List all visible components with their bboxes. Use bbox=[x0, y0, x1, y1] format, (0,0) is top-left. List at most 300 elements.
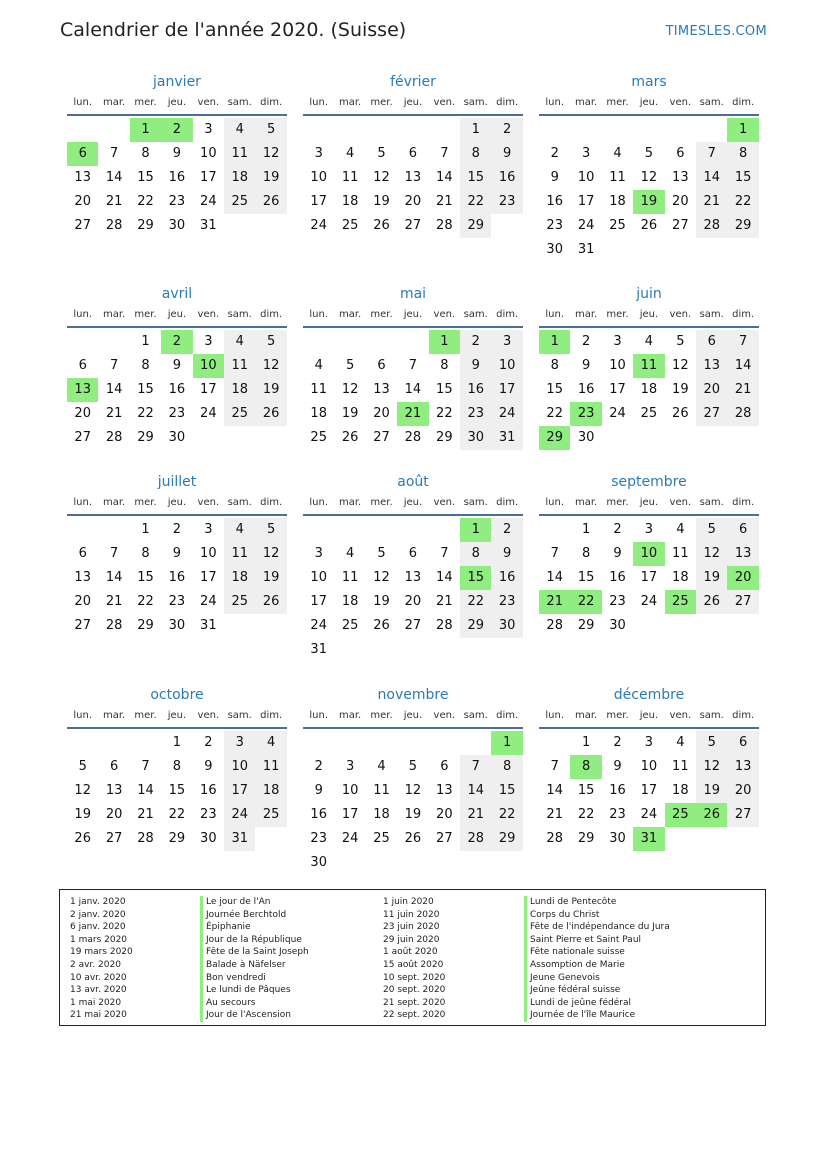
day-cell: 29 bbox=[577, 831, 595, 846]
month-name: avril bbox=[161, 286, 193, 302]
day-grid bbox=[303, 118, 523, 238]
empty-cell bbox=[67, 330, 98, 354]
holiday-day-cell: 1 bbox=[539, 330, 570, 354]
weekday-label: jeu. bbox=[403, 497, 423, 508]
day-cell: 29 bbox=[436, 430, 453, 445]
month-3 bbox=[539, 73, 759, 262]
legend-holiday-name: Jour de l'Ascension bbox=[200, 1009, 309, 1022]
day-cell: 25 bbox=[341, 618, 359, 633]
day-cell: 14 bbox=[137, 783, 154, 798]
day-cell: 19 bbox=[373, 194, 390, 209]
day-cell: 17 bbox=[491, 378, 522, 402]
day-cell: 12 bbox=[696, 542, 727, 566]
empty-cell bbox=[303, 731, 334, 755]
day-cell: 21 bbox=[105, 194, 123, 209]
day-cell: 9 bbox=[491, 542, 522, 566]
day-cell: 7 bbox=[141, 759, 150, 774]
day-cell: 22 bbox=[137, 406, 154, 421]
weekday-label: mar. bbox=[338, 97, 362, 108]
header-divider bbox=[303, 727, 523, 729]
day-cell: 28 bbox=[404, 430, 422, 445]
day-cell: 29 bbox=[168, 831, 186, 846]
day-cell: 14 bbox=[436, 170, 453, 185]
day-cell: 4 bbox=[377, 759, 386, 774]
weekday-label: mer. bbox=[370, 710, 393, 721]
day-cell: 19 bbox=[341, 406, 359, 421]
legend-holiday-name: Jeune Genevois bbox=[524, 972, 670, 985]
day-cell: 17 bbox=[224, 779, 255, 803]
day-cell: 8 bbox=[141, 358, 150, 373]
weekday-label: sam. bbox=[227, 309, 252, 320]
day-cell: 22 bbox=[577, 807, 595, 822]
day-cell: 26 bbox=[672, 406, 689, 421]
holiday-day-cell: 10 bbox=[193, 354, 224, 378]
weekday-label: lun. bbox=[545, 97, 565, 108]
day-cell: 27 bbox=[404, 618, 422, 633]
day-cell: 14 bbox=[460, 779, 491, 803]
weekday-label: dim. bbox=[260, 97, 283, 108]
day-cell: 5 bbox=[408, 759, 418, 774]
day-cell: 26 bbox=[255, 402, 286, 426]
day-cell: 22 bbox=[491, 803, 522, 827]
day-cell: 18 bbox=[341, 194, 359, 209]
day-cell: 15 bbox=[460, 166, 491, 190]
day-cell: 11 bbox=[373, 783, 390, 798]
day-cell: 8 bbox=[460, 542, 491, 566]
day-cell: 18 bbox=[341, 594, 359, 609]
day-cell: 16 bbox=[168, 382, 186, 397]
day-cell: 10 bbox=[341, 783, 359, 798]
day-cell: 10 bbox=[491, 354, 522, 378]
weekday-label: lun. bbox=[545, 710, 565, 721]
day-cell: 13 bbox=[105, 783, 123, 798]
day-cell: 12 bbox=[373, 170, 390, 185]
day-grid bbox=[539, 118, 759, 262]
weekday-header bbox=[67, 495, 287, 511]
day-cell: 8 bbox=[727, 142, 758, 166]
legend-date: 29 juin 2020 bbox=[383, 934, 440, 945]
weekday-label: ven. bbox=[669, 710, 692, 721]
weekday-label: ven. bbox=[669, 97, 692, 108]
weekday-label: lun. bbox=[73, 309, 93, 320]
day-cell: 20 bbox=[373, 406, 390, 421]
legend-date: 11 juin 2020 bbox=[383, 909, 440, 920]
day-cell: 10 bbox=[609, 358, 626, 373]
day-cell: 23 bbox=[546, 218, 563, 233]
day-cell: 5 bbox=[255, 330, 286, 354]
day-cell: 24 bbox=[341, 831, 359, 846]
day-cell: 28 bbox=[460, 827, 491, 851]
month-8 bbox=[303, 473, 523, 662]
day-cell: 3 bbox=[224, 731, 255, 755]
day-cell: 13 bbox=[727, 542, 758, 566]
day-cell: 11 bbox=[672, 759, 689, 774]
day-cell: 9 bbox=[550, 170, 559, 185]
day-cell: 31 bbox=[491, 426, 522, 450]
day-cell: 16 bbox=[577, 382, 595, 397]
day-cell: 16 bbox=[200, 783, 217, 798]
day-cell: 26 bbox=[255, 190, 286, 214]
weekday-label: lun. bbox=[309, 309, 329, 320]
empty-cell bbox=[130, 731, 161, 755]
weekday-label: ven. bbox=[433, 710, 456, 721]
day-cell: 30 bbox=[168, 430, 186, 445]
day-cell: 27 bbox=[727, 590, 758, 614]
day-cell: 19 bbox=[255, 166, 286, 190]
day-cell: 21 bbox=[137, 807, 154, 822]
day-cell: 21 bbox=[105, 406, 123, 421]
day-cell: 28 bbox=[137, 831, 154, 846]
day-cell: 7 bbox=[408, 358, 418, 373]
empty-cell bbox=[366, 118, 397, 142]
day-cell: 28 bbox=[546, 831, 563, 846]
header-divider bbox=[67, 727, 287, 729]
day-cell: 19 bbox=[672, 382, 689, 397]
day-cell: 2 bbox=[581, 334, 591, 349]
day-cell: 6 bbox=[727, 518, 758, 542]
day-cell: 13 bbox=[74, 570, 91, 585]
day-cell: 24 bbox=[224, 803, 255, 827]
day-cell: 23 bbox=[200, 807, 217, 822]
day-cell: 16 bbox=[460, 378, 491, 402]
day-cell: 3 bbox=[314, 146, 323, 161]
day-cell: 6 bbox=[109, 759, 119, 774]
day-cell: 5 bbox=[644, 146, 654, 161]
day-cell: 6 bbox=[78, 358, 87, 373]
day-cell: 14 bbox=[105, 570, 123, 585]
day-cell: 23 bbox=[491, 590, 522, 614]
day-cell: 13 bbox=[727, 755, 758, 779]
weekday-label: dim. bbox=[732, 97, 755, 108]
day-cell: 7 bbox=[109, 358, 119, 373]
day-cell: 15 bbox=[491, 779, 522, 803]
day-cell: 2 bbox=[204, 735, 213, 750]
day-cell: 6 bbox=[408, 146, 418, 161]
day-cell: 26 bbox=[373, 618, 390, 633]
day-cell: 17 bbox=[200, 570, 217, 585]
day-cell: 10 bbox=[200, 146, 217, 161]
day-cell: 11 bbox=[224, 542, 255, 566]
day-cell: 6 bbox=[696, 330, 727, 354]
day-cell: 3 bbox=[204, 334, 213, 349]
day-cell: 10 bbox=[310, 170, 327, 185]
day-cell: 17 bbox=[577, 194, 595, 209]
holiday-day-cell: 8 bbox=[570, 755, 601, 779]
weekday-label: lun. bbox=[309, 710, 329, 721]
month-name: février bbox=[390, 74, 436, 90]
day-cell: 27 bbox=[672, 218, 689, 233]
weekday-label: mar. bbox=[102, 710, 126, 721]
legend-holiday-name: Épiphanie bbox=[200, 921, 309, 934]
header-divider bbox=[539, 514, 759, 516]
day-cell: 28 bbox=[436, 218, 453, 233]
day-cell: 21 bbox=[436, 594, 453, 609]
day-cell: 10 bbox=[224, 755, 255, 779]
weekday-label: jeu. bbox=[639, 309, 659, 320]
day-cell: 12 bbox=[255, 542, 286, 566]
day-cell: 16 bbox=[168, 170, 186, 185]
empty-cell bbox=[539, 518, 570, 542]
day-cell: 18 bbox=[609, 194, 626, 209]
month-name: mai bbox=[399, 286, 427, 302]
weekday-label: jeu. bbox=[167, 497, 187, 508]
holiday-day-cell: 2 bbox=[161, 118, 192, 142]
month-1 bbox=[67, 73, 287, 238]
day-cell: 24 bbox=[310, 618, 327, 633]
day-cell: 19 bbox=[404, 807, 422, 822]
weekday-label: jeu. bbox=[403, 710, 423, 721]
day-cell: 7 bbox=[109, 546, 119, 561]
day-cell: 16 bbox=[168, 570, 186, 585]
empty-cell bbox=[570, 118, 601, 142]
day-cell: 23 bbox=[609, 807, 626, 822]
legend-names-1 bbox=[200, 896, 309, 1022]
weekday-label: ven. bbox=[433, 309, 456, 320]
page-title: Calendrier de l'année 2020. (Suisse) bbox=[60, 19, 407, 41]
day-cell: 17 bbox=[640, 570, 658, 585]
weekday-label: mer. bbox=[134, 309, 157, 320]
month-name: juin bbox=[636, 286, 662, 302]
weekday-label: jeu. bbox=[639, 710, 659, 721]
legend-date: 21 mai 2020 bbox=[70, 1010, 127, 1021]
day-cell: 19 bbox=[255, 566, 286, 590]
month-4 bbox=[67, 285, 287, 450]
holiday-day-cell: 13 bbox=[67, 378, 98, 402]
day-cell: 29 bbox=[137, 430, 154, 445]
legend-date: 19 mars 2020 bbox=[70, 947, 133, 958]
day-cell: 20 bbox=[727, 779, 758, 803]
day-cell: 25 bbox=[640, 406, 658, 421]
day-cell: 22 bbox=[460, 590, 491, 614]
month-7 bbox=[67, 473, 287, 638]
empty-cell bbox=[98, 330, 129, 354]
day-cell: 24 bbox=[640, 807, 658, 822]
day-cell: 3 bbox=[613, 334, 622, 349]
month-name: janvier bbox=[153, 74, 201, 90]
day-cell: 11 bbox=[224, 354, 255, 378]
weekday-label: mer. bbox=[370, 97, 393, 108]
legend-dates-2 bbox=[383, 896, 445, 1022]
weekday-label: jeu. bbox=[403, 309, 423, 320]
day-cell: 18 bbox=[310, 406, 327, 421]
legend-holiday-name: Assomption de Marie bbox=[524, 959, 670, 972]
day-cell: 12 bbox=[640, 170, 658, 185]
empty-cell bbox=[397, 118, 428, 142]
day-cell: 20 bbox=[74, 194, 91, 209]
weekday-header bbox=[303, 708, 523, 724]
day-cell: 19 bbox=[696, 566, 727, 590]
legend-holiday-name: Bon vendredi bbox=[200, 972, 309, 985]
day-cell: 15 bbox=[168, 783, 186, 798]
brand-link[interactable]: TIMESLES.COM bbox=[665, 24, 767, 39]
day-cell: 3 bbox=[581, 146, 591, 161]
day-cell: 14 bbox=[105, 382, 123, 397]
holiday-day-cell: 1 bbox=[727, 118, 758, 142]
empty-cell bbox=[303, 518, 334, 542]
day-cell: 22 bbox=[546, 406, 563, 421]
empty-cell bbox=[602, 118, 633, 142]
day-cell: 13 bbox=[436, 783, 453, 798]
day-cell: 27 bbox=[727, 803, 758, 827]
day-cell: 26 bbox=[373, 218, 390, 233]
header-divider bbox=[539, 727, 759, 729]
weekday-label: dim. bbox=[260, 309, 283, 320]
month-6 bbox=[539, 285, 759, 450]
weekday-label: ven. bbox=[433, 97, 456, 108]
day-cell: 11 bbox=[341, 570, 359, 585]
day-cell: 19 bbox=[255, 378, 286, 402]
weekday-label: mer. bbox=[370, 309, 393, 320]
day-cell: 4 bbox=[255, 731, 286, 755]
day-cell: 4 bbox=[224, 330, 255, 354]
day-cell: 7 bbox=[550, 759, 559, 774]
weekday-label: mer. bbox=[606, 97, 629, 108]
day-cell: 13 bbox=[373, 382, 390, 397]
day-cell: 21 bbox=[727, 378, 758, 402]
legend-date: 1 mai 2020 bbox=[70, 997, 122, 1008]
day-cell: 5 bbox=[255, 118, 286, 142]
day-cell: 2 bbox=[550, 146, 559, 161]
day-cell: 24 bbox=[310, 218, 327, 233]
legend-holiday-name: Lundi de Pentecôte bbox=[524, 896, 670, 909]
weekday-label: mar. bbox=[338, 710, 362, 721]
day-cell: 17 bbox=[341, 807, 359, 822]
legend-holiday-name: Journée de l'île Maurice bbox=[524, 1009, 670, 1022]
weekday-label: sam. bbox=[227, 497, 252, 508]
day-cell: 17 bbox=[609, 382, 626, 397]
legend-date: 1 juin 2020 bbox=[383, 897, 434, 907]
legend-holiday-name: Fête de la Saint Joseph bbox=[200, 946, 309, 959]
holiday-day-cell: 15 bbox=[460, 566, 491, 590]
day-cell: 26 bbox=[404, 831, 422, 846]
day-cell: 21 bbox=[436, 194, 453, 209]
day-cell: 29 bbox=[460, 614, 491, 638]
day-cell: 30 bbox=[168, 218, 186, 233]
day-cell: 2 bbox=[491, 518, 522, 542]
legend-holiday-name: Jeûne fédéral suisse bbox=[524, 984, 670, 997]
day-cell: 28 bbox=[105, 218, 123, 233]
weekday-header bbox=[303, 95, 523, 111]
month-name: mars bbox=[631, 74, 667, 90]
weekday-label: mer. bbox=[370, 497, 393, 508]
day-cell: 30 bbox=[310, 855, 327, 870]
day-cell: 28 bbox=[727, 402, 758, 426]
weekday-label: mer. bbox=[134, 497, 157, 508]
weekday-label: ven. bbox=[197, 710, 220, 721]
weekday-label: mar. bbox=[102, 309, 126, 320]
day-cell: 7 bbox=[550, 546, 559, 561]
day-grid bbox=[539, 518, 759, 638]
day-cell: 23 bbox=[168, 594, 186, 609]
day-cell: 9 bbox=[204, 759, 213, 774]
empty-cell bbox=[334, 118, 365, 142]
day-cell: 12 bbox=[255, 354, 286, 378]
weekday-label: jeu. bbox=[639, 497, 659, 508]
empty-cell bbox=[539, 118, 570, 142]
empty-cell bbox=[334, 731, 365, 755]
empty-cell bbox=[366, 518, 397, 542]
weekday-label: mar. bbox=[574, 497, 598, 508]
day-cell: 20 bbox=[696, 378, 727, 402]
weekday-label: mer. bbox=[134, 97, 157, 108]
day-cell: 25 bbox=[310, 430, 327, 445]
day-cell: 6 bbox=[78, 546, 87, 561]
day-cell: 31 bbox=[200, 218, 217, 233]
day-cell: 30 bbox=[577, 430, 595, 445]
day-cell: 1 bbox=[141, 522, 150, 537]
day-cell: 5 bbox=[78, 759, 87, 774]
day-cell: 16 bbox=[609, 783, 626, 798]
day-cell: 5 bbox=[377, 146, 386, 161]
day-cell: 13 bbox=[404, 570, 422, 585]
day-cell: 18 bbox=[672, 570, 689, 585]
day-cell: 21 bbox=[696, 190, 727, 214]
holiday-day-cell: 20 bbox=[727, 566, 758, 590]
holiday-day-cell: 11 bbox=[633, 354, 664, 378]
weekday-label: dim. bbox=[260, 497, 283, 508]
weekday-label: lun. bbox=[73, 710, 93, 721]
day-cell: 8 bbox=[172, 759, 182, 774]
day-cell: 4 bbox=[224, 118, 255, 142]
empty-cell bbox=[696, 118, 727, 142]
day-cell: 6 bbox=[727, 731, 758, 755]
day-cell: 11 bbox=[609, 170, 626, 185]
day-cell: 17 bbox=[310, 594, 327, 609]
weekday-label: mer. bbox=[606, 497, 629, 508]
holiday-day-cell: 1 bbox=[491, 731, 522, 755]
weekday-label: lun. bbox=[545, 497, 565, 508]
day-cell: 15 bbox=[727, 166, 758, 190]
day-cell: 31 bbox=[200, 618, 217, 633]
empty-cell bbox=[67, 118, 98, 142]
day-cell: 28 bbox=[696, 214, 727, 238]
day-cell: 13 bbox=[404, 170, 422, 185]
day-cell: 18 bbox=[373, 807, 390, 822]
legend-date: 22 sept. 2020 bbox=[383, 1010, 446, 1021]
day-cell: 12 bbox=[341, 382, 359, 397]
day-cell: 7 bbox=[696, 142, 727, 166]
weekday-label: sam. bbox=[227, 710, 252, 721]
legend-date: 1 août 2020 bbox=[383, 947, 438, 958]
day-cell: 6 bbox=[377, 358, 386, 373]
day-cell: 29 bbox=[137, 618, 154, 633]
legend-holiday-name: Corps du Christ bbox=[524, 909, 670, 922]
day-cell: 19 bbox=[74, 807, 91, 822]
day-cell: 22 bbox=[436, 406, 453, 421]
day-cell: 28 bbox=[105, 618, 123, 633]
day-cell: 15 bbox=[577, 570, 595, 585]
day-cell: 14 bbox=[404, 382, 422, 397]
legend-holiday-name: Au secours bbox=[200, 997, 309, 1010]
day-cell: 5 bbox=[696, 518, 727, 542]
day-cell: 11 bbox=[341, 170, 359, 185]
day-cell: 31 bbox=[224, 827, 255, 851]
empty-cell bbox=[366, 330, 397, 354]
holiday-day-cell: 6 bbox=[67, 142, 98, 166]
day-cell: 16 bbox=[609, 570, 626, 585]
day-cell: 18 bbox=[640, 382, 658, 397]
empty-cell bbox=[397, 518, 428, 542]
month-name: juillet bbox=[157, 474, 197, 490]
empty-cell bbox=[429, 118, 460, 142]
month-11 bbox=[303, 686, 523, 875]
empty-cell bbox=[397, 330, 428, 354]
day-cell: 31 bbox=[310, 642, 327, 657]
weekday-label: dim. bbox=[260, 710, 283, 721]
weekday-label: mar. bbox=[338, 309, 362, 320]
day-cell: 26 bbox=[255, 590, 286, 614]
weekday-header bbox=[303, 307, 523, 323]
